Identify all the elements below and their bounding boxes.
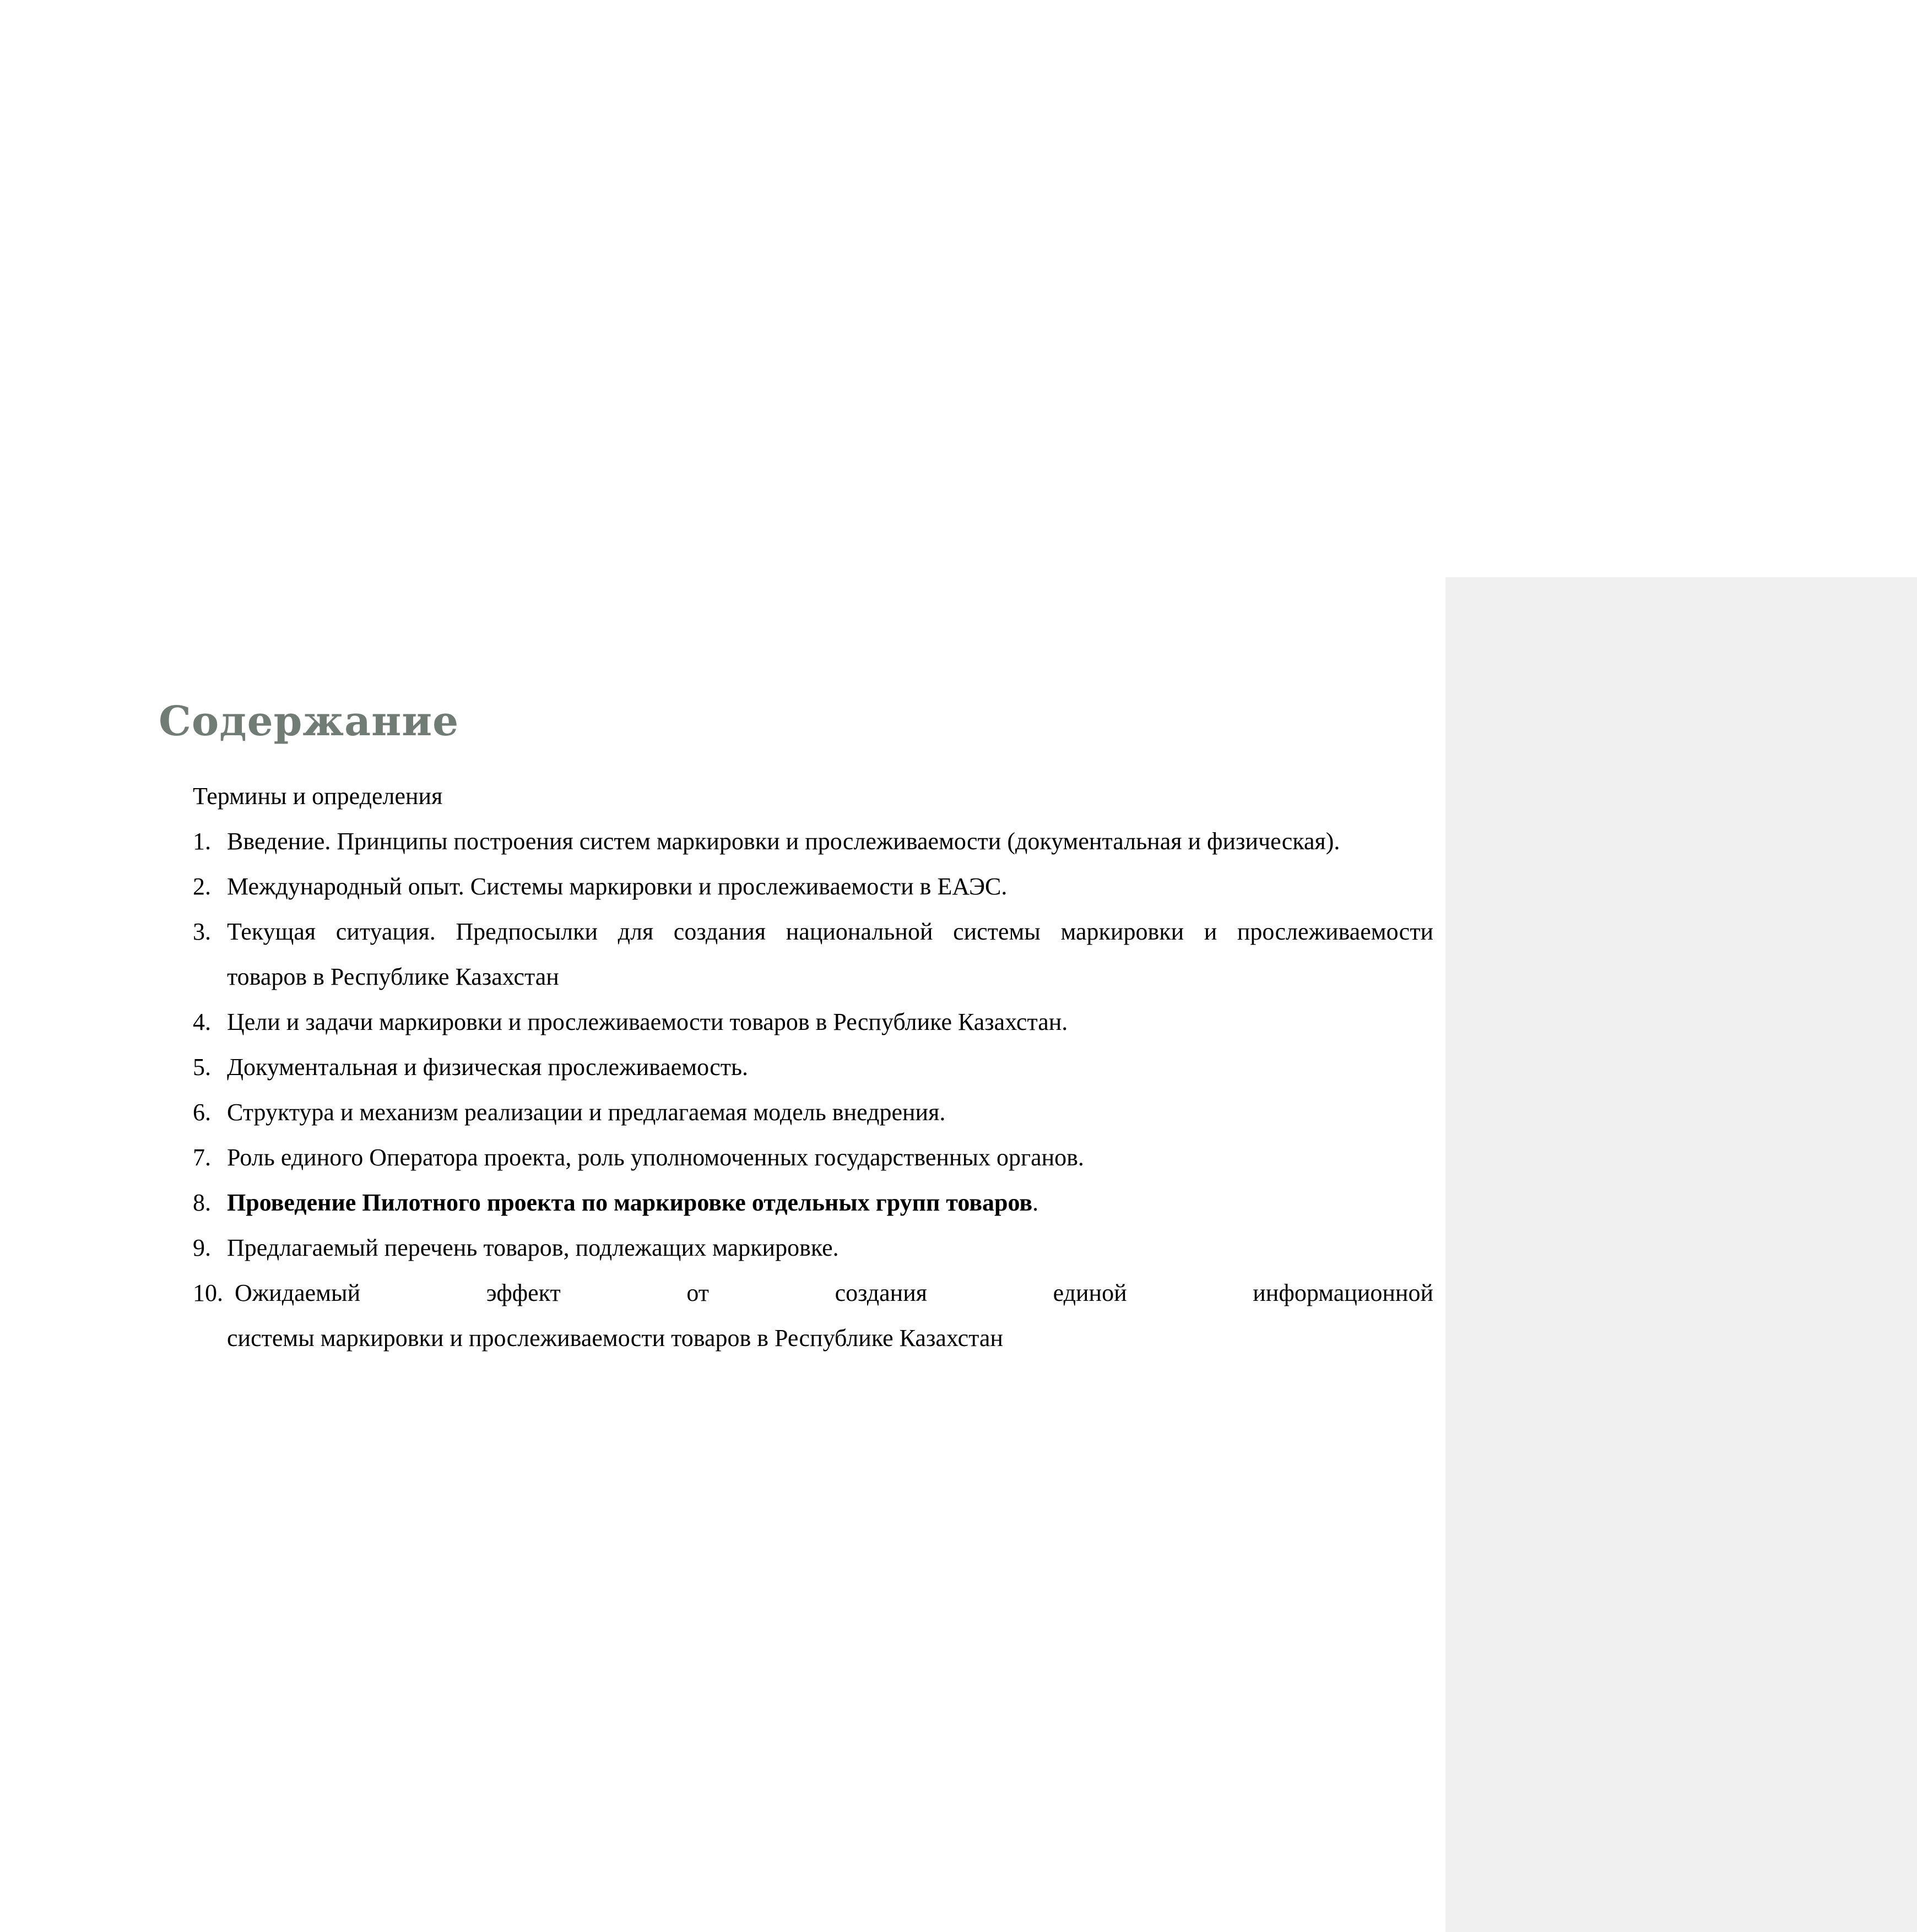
toc-item-text: Предлагаемый перечень товаров, подлежащих маркировке. [227, 1234, 839, 1261]
toc-item-text-line1: Ожидаемый эффект от создания единой информационной [235, 1279, 1433, 1306]
toc-item-text: Международный опыт. Системы маркировки и прослеживаемости в ЕАЭС. [227, 873, 1008, 900]
toc-item-8[interactable] [193, 1180, 1433, 1225]
toc-item-5[interactable] [193, 1045, 1433, 1090]
toc-item-3[interactable] [193, 909, 1433, 1000]
toc-item-text-line1: Текущая ситуация. Предпосылки для создания национальной системы маркировки и прослеживаемости [227, 918, 1433, 945]
toc-item-text: Введение. Принципы построения систем маркировки и прослеживаемости (документальная и физическая). [227, 828, 1340, 855]
toc-terms[interactable]: Термины и определения [193, 783, 443, 810]
toc-item-number: 7. [193, 1144, 211, 1171]
toc-item-number: 10. [193, 1279, 223, 1306]
toc-item-number: 9. [193, 1234, 211, 1261]
toc-item-text-line2: системы маркировки и прослеживаемости товаров в Республике Казахстан [227, 1325, 1003, 1352]
toc-item-4[interactable] [193, 1000, 1433, 1045]
toc-item-number: 4. [193, 1008, 211, 1035]
toc-item-text: Структура и механизм реализации и предлагаемая модель внедрения. [227, 1099, 946, 1126]
comment-pane [1445, 577, 1917, 1932]
toc-item-2[interactable] [193, 864, 1433, 909]
toc-item-6[interactable] [193, 1090, 1433, 1135]
toc-item-number: 5. [193, 1054, 211, 1081]
toc-item-text-bold: Проведение Пилотного проекта по маркировке отдельных групп товаров [227, 1189, 1033, 1216]
toc-item-10[interactable] [193, 1271, 1433, 1361]
toc-item-number: 2. [193, 873, 211, 900]
toc-item-text: Цели и задачи маркировки и прослеживаемости товаров в Республике Казахстан. [227, 1008, 1068, 1035]
toc-item-1[interactable] [193, 819, 1433, 864]
toc-item-text-line2: товаров в Республике Казахстан [227, 963, 559, 990]
toc-item-text [227, 1180, 1433, 1225]
toc-item-text: Документальная и физическая прослеживаемость. [227, 1054, 749, 1081]
toc-list [193, 774, 1433, 1361]
document-page [159, 688, 1433, 1352]
toc-item-number: 6. [193, 1099, 211, 1126]
toc-item-9[interactable] [193, 1225, 1433, 1271]
toc-item-7[interactable] [193, 1135, 1433, 1180]
toc-item-number: 8. [193, 1189, 211, 1216]
toc-item-text: Роль единого Оператора проекта, роль уполномоченных государственных органов. [227, 1144, 1084, 1171]
toc-heading: Содержание [159, 698, 459, 745]
toc-item-number: 3. [193, 918, 211, 945]
toc-item-text-tail: . [1032, 1189, 1039, 1216]
toc-item-number: 1. [193, 828, 211, 855]
